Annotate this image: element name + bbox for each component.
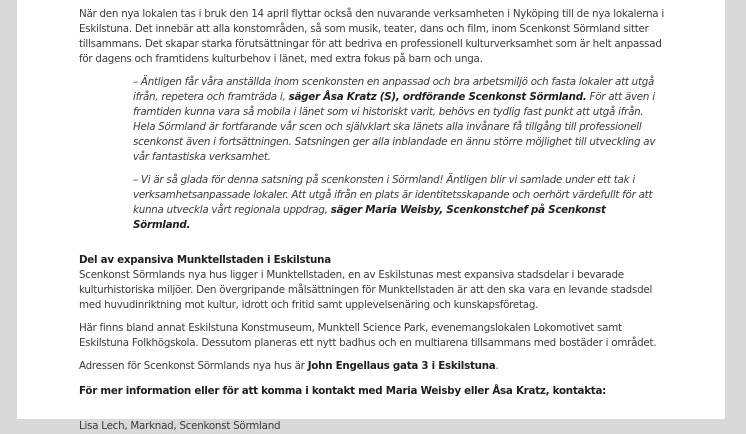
contact-heading: För mer information eller för att komma i kontakt med Maria Weisby eller Åsa Kratz, kontakta: xyxy=(79,385,607,397)
address-suffix: . xyxy=(495,360,499,372)
document-page xyxy=(17,0,725,432)
address-paragraph xyxy=(79,359,665,374)
section-heading: Del av expansiva Munktellstaden i Eskilstuna xyxy=(79,254,331,266)
quote-kratz xyxy=(133,75,665,165)
address-value: John Engellaus gata 3 i Eskilstuna xyxy=(307,360,496,372)
neighbors-paragraph: Här finns bland annat Eskilstuna Konstmuseum, Munktell Science Park, evenemangslokalen Lokomotivet samt Eskilstuna Folkhögskola. Dessutom planeras ett nytt badhus och en multiarena tillsammans med bostäder i området. xyxy=(79,322,657,349)
quote-kratz-text: – Äntligen får våra anställda inom scenkonsten en anpassad och bra arbetsmiljö och fasta lokaler att utgå ifrån, repetera och framträda i, xyxy=(133,76,655,103)
quote-weisby-text: – Vi är så glada för denna satsning på scenkonsten i Sörmland! Äntligen blir vi samlade under ett tak i verksamhetsanpassade lokaler. Att utgå ifrån en plats är identitetsskapande och oerhört värdefullt för att kunna utveckla vårt regionala uppdrag, xyxy=(133,174,653,216)
intro-paragraph: När den nya lokalen tas i bruk den 14 april flyttar också den nuvarande verksamheten i Nyköping till de nya lokalerna i Eskilstuna. Det innebär att alla konstområden, så som musik, teater, dans och film, inom Scenkonst Sörmland sitter tillsammans. Det skapar starka förutsättningar för att bedriva en professionell kulturverksamhet som är helt anpassad för dagens och framtidens kulturbehov i länet, med extra fokus på barn och unga. xyxy=(79,8,664,65)
quote-weisby xyxy=(133,173,665,233)
quote-weisby-speaker: säger Maria Weisby, Scenkonstchef på Scenkonst Sörmland. xyxy=(133,204,606,231)
address-prefix: Adressen för Scenkonst Sörmlands nya hus är xyxy=(79,360,305,372)
contact-name: Lisa Lech, Marknad, Scenkonst Sörmland xyxy=(79,420,281,432)
quote-kratz-continuation: För att även i framtiden kunna vara så mobila i länet som vi historiskt varit, behövs en tydlig fast punkt att utgå ifrån. Hela Sörmland är fortfarande vår scen och självklart ska länets alla invånare få tillgång till professionell scenkonst även i fortsättningen. Satsningen ger alla inblandade en ännu större möjlighet till utveckling av vår fantastiska verksamhet. xyxy=(133,91,656,163)
press-release-body xyxy=(79,7,665,434)
quote-kratz-speaker: säger Åsa Kratz (S), ordförande Scenkonst Sörmland. xyxy=(288,91,587,103)
section-paragraph: Scenkonst Sörmlands nya hus ligger i Munktellstaden, en av Eskilstunas mest expansiva stadsdelar i bevarade kulturhistoriska miljöer. Den övergripande målsättningen för Munktellstaden är att den ska vara en levande stadsdel med huvudinriktning mot kultur, idrott och fritid samt upplevelsenäring och kunskapsföretag. xyxy=(79,269,653,311)
